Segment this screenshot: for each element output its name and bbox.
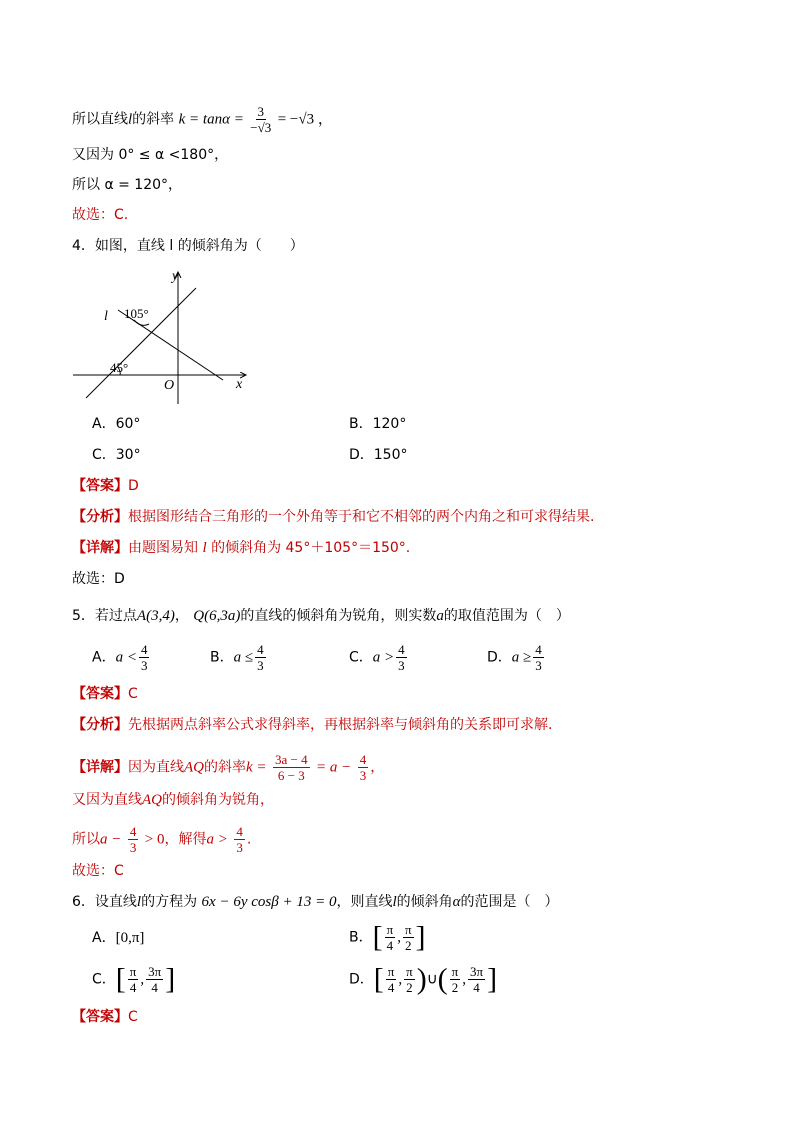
answer-value: C <box>128 686 138 702</box>
text: 故选：C. <box>72 207 129 223</box>
label: D． <box>487 649 512 666</box>
fraction <box>533 642 544 673</box>
numerator: π <box>404 922 412 937</box>
fraction <box>255 642 266 673</box>
text: 因为直线 <box>128 759 184 776</box>
fraction <box>386 964 397 995</box>
comma: , <box>398 971 403 988</box>
label: B． <box>349 929 373 946</box>
denominator: 3 <box>236 840 243 855</box>
q5-option-b[interactable] <box>210 642 268 673</box>
formula: k = <box>246 759 267 776</box>
text: 故选：C <box>72 863 124 879</box>
denominator: 3 <box>140 658 148 673</box>
q6-option-b[interactable] <box>349 922 426 953</box>
q5-select <box>72 861 124 881</box>
fraction <box>450 964 461 995</box>
text: 的斜率 <box>204 759 246 776</box>
text: ，解得 <box>164 831 207 848</box>
bracket: [ <box>372 920 383 954</box>
interval: [0,π] <box>115 930 145 946</box>
var-l: l <box>128 111 133 128</box>
text: 所以 α = 120°， <box>72 177 183 193</box>
numerator: 4 <box>129 824 137 839</box>
label: A． <box>92 930 116 946</box>
question-6-stem <box>72 892 559 912</box>
q5-detail <box>72 752 384 783</box>
var-l: l <box>392 894 397 910</box>
q4-option-a[interactable] <box>92 414 140 434</box>
numerator: π <box>451 964 459 979</box>
text: 的斜率 <box>132 111 175 128</box>
text: ，则直线 <box>336 894 393 910</box>
numerator: 4 <box>257 642 264 657</box>
text: C．30° <box>92 447 141 463</box>
q5-line3 <box>72 824 251 855</box>
denominator: 4 <box>386 938 394 953</box>
denominator: 3 <box>398 658 405 673</box>
formula: = a − <box>316 759 352 776</box>
var-a: a <box>436 608 444 624</box>
line-equation: 6x − 6y cosβ + 13 = 0 <box>201 894 337 910</box>
numerator: 4 <box>140 642 148 657</box>
q6-answer <box>72 1007 138 1027</box>
formula: k = tanα = <box>178 111 244 128</box>
text: 所以 <box>72 831 100 848</box>
detail-tag: 【详解】 <box>72 759 128 776</box>
text: 4．如图，直线 l 的倾斜角为（ ） <box>72 238 304 254</box>
q5-option-a[interactable] <box>92 642 151 673</box>
text: 的倾斜角为锐角， <box>162 792 274 808</box>
label: A． <box>92 649 116 666</box>
answer-tag: 【答案】 <box>72 478 128 494</box>
text: 所以直线 <box>72 111 128 128</box>
fraction <box>358 752 369 783</box>
answer-tag: 【答案】 <box>72 686 128 702</box>
numerator: 4 <box>535 642 542 657</box>
formula: a − <box>100 831 122 848</box>
union: ∪ <box>426 971 438 988</box>
answer-tag: 【答案】 <box>72 1009 128 1025</box>
numerator: 4 <box>359 752 367 767</box>
fraction <box>146 964 163 995</box>
text: 的范围是（ ） <box>460 894 559 910</box>
numerator: 3a − 4 <box>274 752 308 767</box>
bracket: ) <box>416 962 427 996</box>
analysis-text: 根据图形结合三角形的一个外角等于和它不相邻的两个内角之和可求得结果. <box>128 509 595 525</box>
analysis-tag: 【分析】 <box>72 717 128 733</box>
fraction <box>403 922 414 953</box>
fraction <box>250 104 271 135</box>
q5-analysis <box>72 715 552 735</box>
text: D．150° <box>349 447 408 463</box>
text: ， <box>370 759 385 776</box>
denominator: 3 <box>257 658 264 673</box>
q5-option-d[interactable] <box>487 642 546 673</box>
q4-option-b[interactable] <box>349 414 406 434</box>
formula: > 0 <box>144 831 165 848</box>
text: A．60° <box>92 416 141 432</box>
fraction <box>468 964 485 995</box>
denominator: 6 − 3 <box>277 768 305 783</box>
q4-detail <box>72 538 410 558</box>
l-label: l <box>104 309 108 324</box>
relation: a < <box>115 649 137 666</box>
q4-option-c[interactable] <box>92 445 141 465</box>
angle-45-label: 45° <box>110 360 129 375</box>
var-aq: AQ <box>142 792 162 808</box>
numerator: 3 <box>257 104 265 119</box>
comma: , <box>462 971 466 988</box>
fraction <box>404 964 415 995</box>
text: . <box>246 831 252 848</box>
q6-option-c[interactable] <box>92 964 175 995</box>
q4-answer <box>72 476 139 496</box>
relation: a ≥ <box>511 649 532 666</box>
numerator: π <box>386 922 394 937</box>
x-label: x <box>236 377 243 392</box>
text: 又因为 0° ≤ α <180°， <box>72 147 229 163</box>
y-label: y <box>172 269 179 284</box>
denominator: 4 <box>129 980 137 995</box>
denominator: 4 <box>387 980 395 995</box>
answer-value: C <box>128 1009 138 1025</box>
question-4-stem <box>72 236 304 256</box>
var-l: l <box>202 540 207 556</box>
bracket: ( <box>437 962 448 996</box>
var-l: l <box>136 894 142 910</box>
fraction <box>396 642 407 673</box>
var-aq: AQ <box>184 759 204 776</box>
slope-line <box>72 104 333 135</box>
q4-analysis <box>72 507 594 527</box>
label: B． <box>210 649 234 666</box>
q4-option-d[interactable] <box>349 445 408 465</box>
analysis-tag: 【分析】 <box>72 509 128 525</box>
alpha-line <box>72 175 182 195</box>
numerator: 4 <box>398 642 405 657</box>
select-c-line <box>72 205 128 225</box>
bracket: [ <box>115 962 126 996</box>
bracket: ] <box>487 962 498 996</box>
fraction <box>234 824 245 855</box>
text: ， <box>174 608 189 624</box>
incline-figure <box>68 262 258 408</box>
denominator: −√3 <box>250 120 272 135</box>
question-5-stem <box>72 606 570 626</box>
numerator: 3π <box>148 964 162 979</box>
bracket: ] <box>415 920 426 954</box>
numerator: 3π <box>470 964 484 979</box>
numerator: π <box>129 964 137 979</box>
denominator: 3 <box>129 840 137 855</box>
text: 的方程为 <box>141 894 198 910</box>
q6-option-a[interactable] <box>92 928 144 948</box>
denominator: 4 <box>151 980 158 995</box>
text: 的直线的倾斜角为锐角，则实数 <box>240 608 437 624</box>
bracket: ] <box>165 962 176 996</box>
relation: a > <box>372 649 395 666</box>
denominator: 2 <box>406 980 413 995</box>
line-45 <box>86 288 196 398</box>
angle-105-label: 105° <box>124 306 149 321</box>
text: 故选：D <box>72 571 125 587</box>
text: 的倾斜角为 45°＋105°＝150°. <box>211 540 411 556</box>
q4-select <box>72 569 125 589</box>
analysis-text: 先根据两点斜率公式求得斜率，再根据斜率与倾斜角的关系即可求解. <box>128 717 553 733</box>
numerator: π <box>387 964 395 979</box>
fraction <box>385 922 396 953</box>
text: 的取值范围为（ ） <box>443 608 570 624</box>
q6-option-d[interactable] <box>349 964 497 995</box>
detail-tag: 【详解】 <box>72 540 128 556</box>
q5-line2 <box>72 790 274 810</box>
denominator: 3 <box>535 658 542 673</box>
relation: a ≤ <box>233 649 254 666</box>
formula-tail: = −√3 ， <box>277 111 333 128</box>
text: 由题图易知 <box>128 540 198 556</box>
label: C． <box>349 649 373 666</box>
fraction <box>273 752 310 783</box>
text: B．120° <box>349 416 407 432</box>
q5-option-c[interactable] <box>349 642 409 673</box>
q5-answer <box>72 684 138 704</box>
denominator: 2 <box>404 938 412 953</box>
text: 5．若过点 <box>72 608 137 624</box>
text: 6．设直线 <box>72 894 137 910</box>
label: C． <box>92 971 116 988</box>
comma: , <box>140 971 145 988</box>
denominator: 2 <box>451 980 459 995</box>
numerator: π <box>406 964 413 979</box>
denominator: 4 <box>473 980 480 995</box>
label: D． <box>349 971 374 988</box>
formula: a > <box>206 831 228 848</box>
answer-value: D <box>128 478 139 494</box>
origin-label: O <box>164 378 175 393</box>
bracket: [ <box>373 962 384 996</box>
point-a: A(3,4) <box>136 608 175 624</box>
comma: , <box>397 929 401 946</box>
numerator: 4 <box>236 824 243 839</box>
fraction <box>139 642 150 673</box>
fraction <box>128 964 139 995</box>
var-alpha: α <box>452 894 461 910</box>
angle-range-line <box>72 145 228 165</box>
point-q: Q(6,3a) <box>193 608 241 624</box>
text: 的倾斜角 <box>396 894 453 910</box>
fraction <box>128 824 139 855</box>
text: 又因为直线 <box>72 792 142 808</box>
denominator: 3 <box>359 768 367 783</box>
